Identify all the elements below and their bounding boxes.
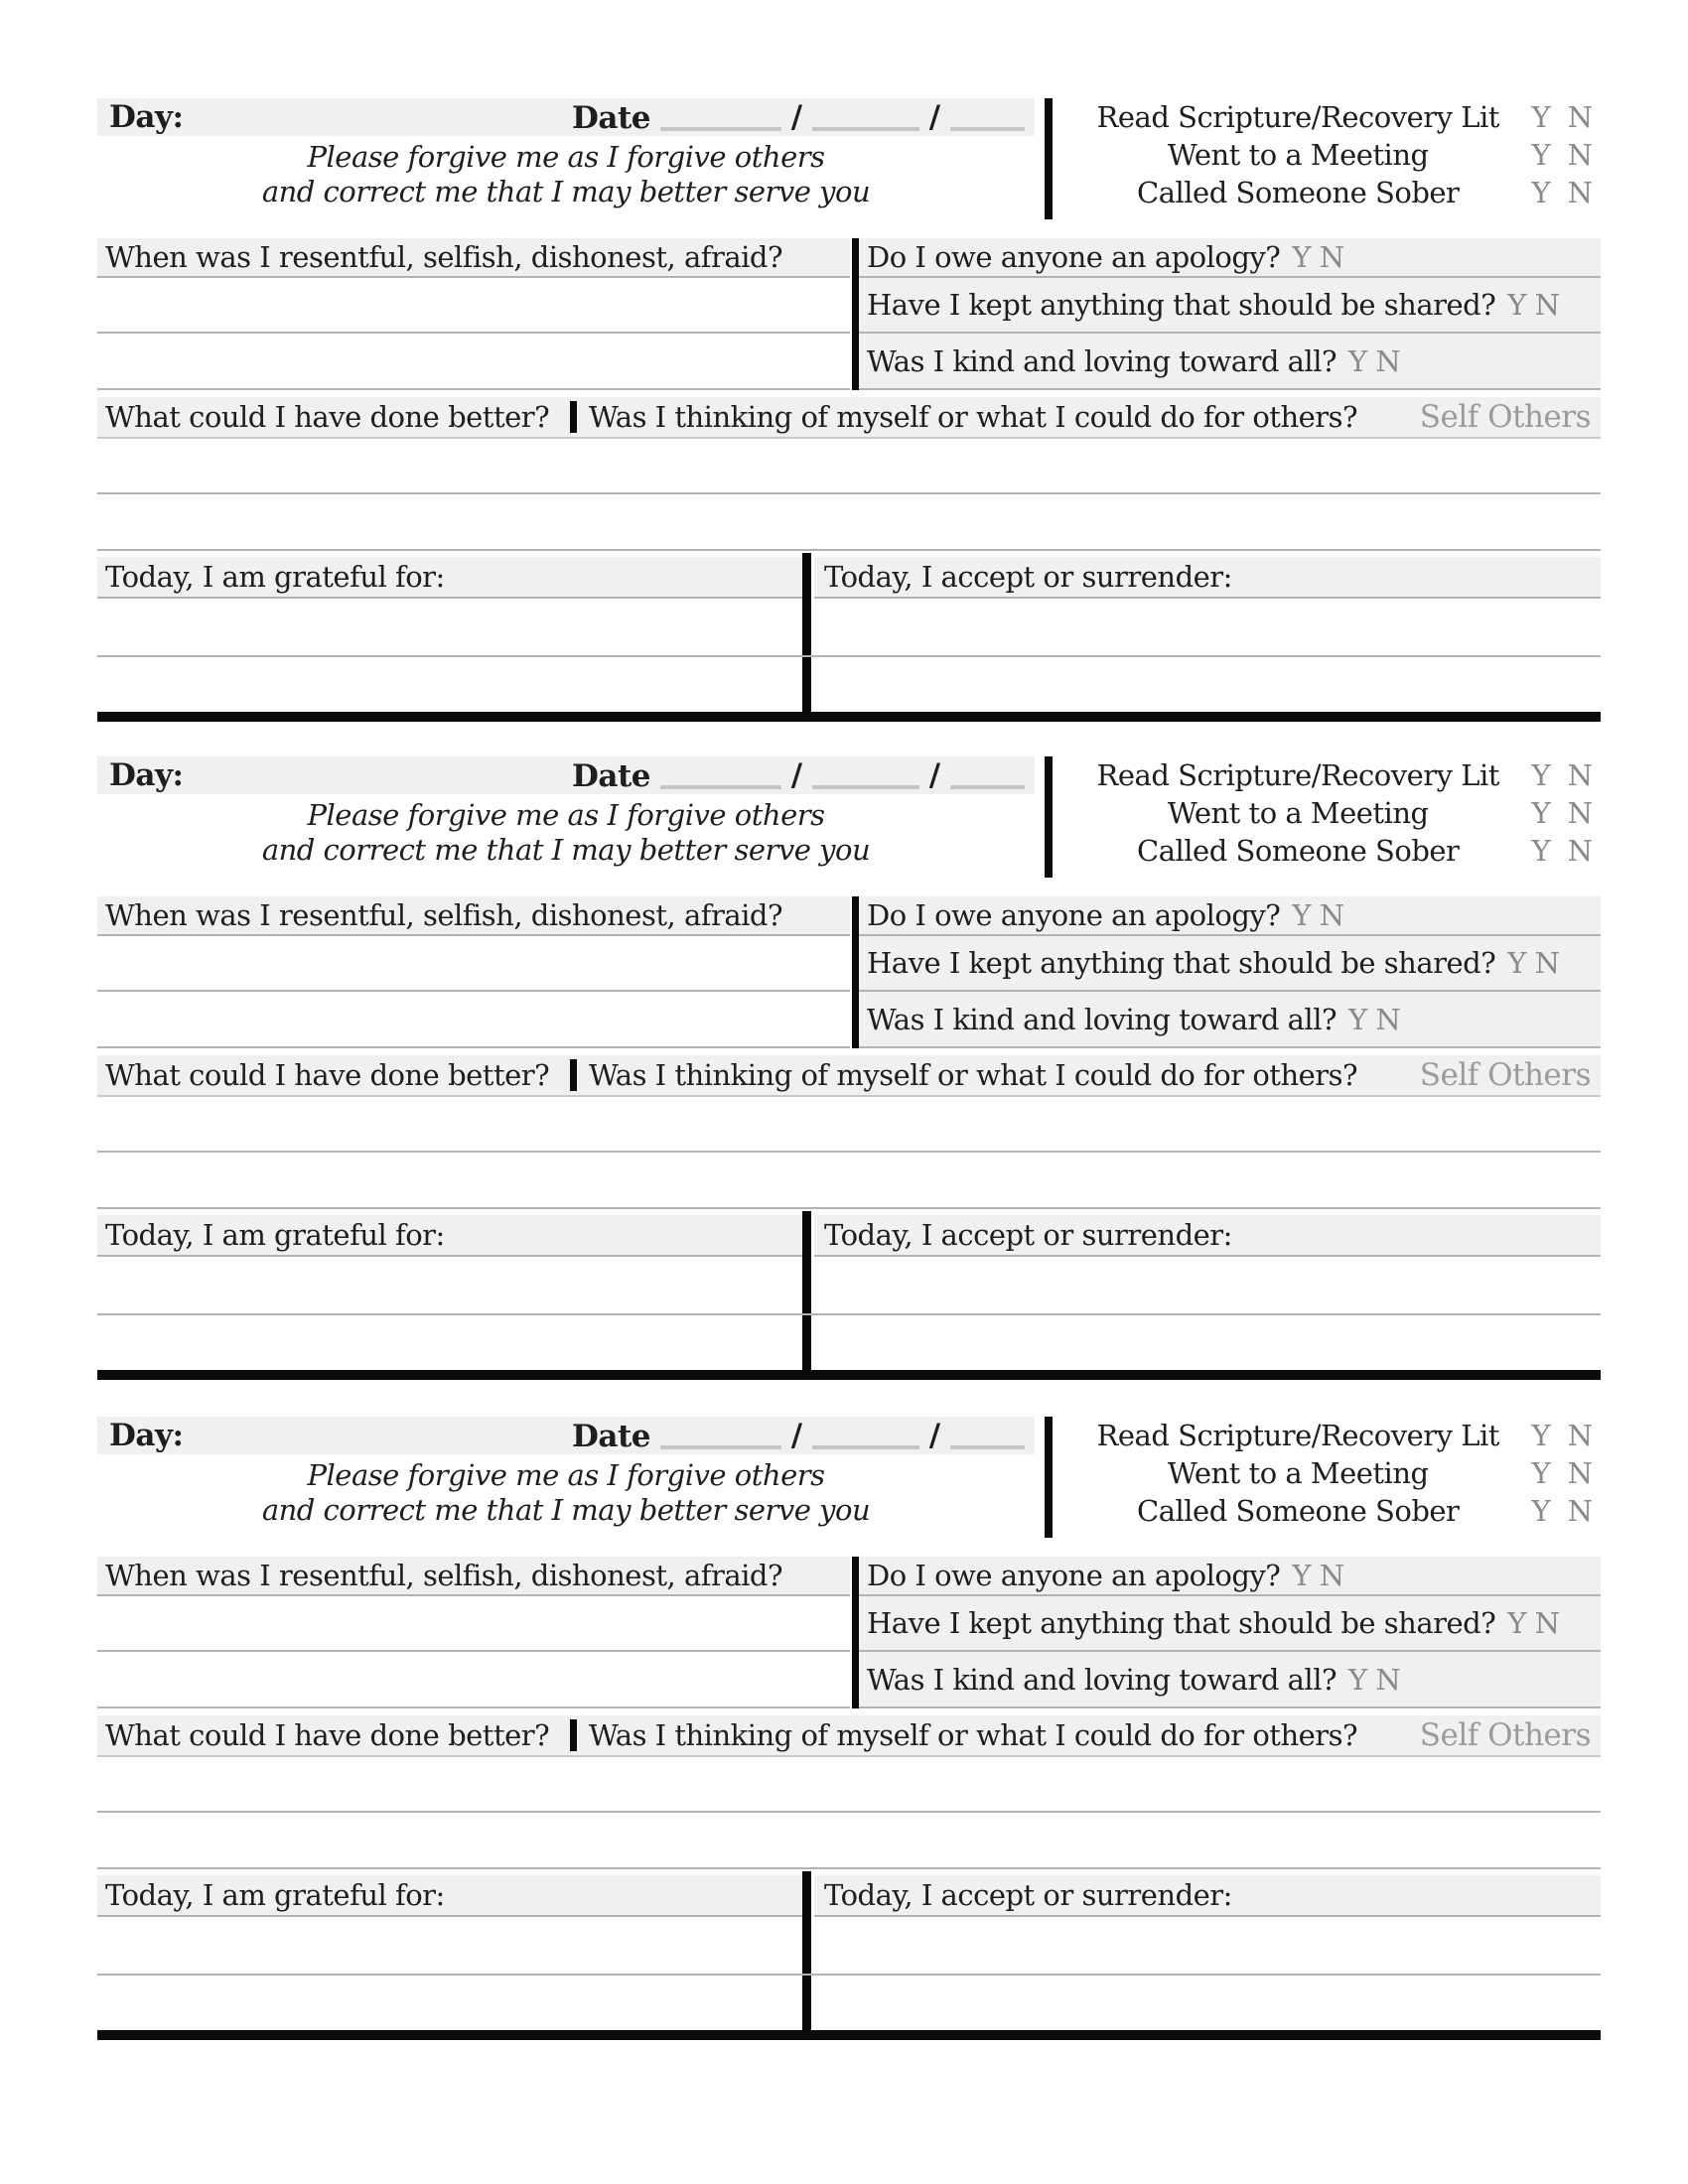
yes-no-options[interactable]: Y N <box>1507 1606 1560 1640</box>
yes-no-options <box>1531 796 1601 830</box>
checklist-item-label: Read Scripture/Recovery Lit <box>1096 100 1499 134</box>
day-date-header-row <box>97 756 1035 794</box>
better-divider-bar <box>570 1719 577 1751</box>
writing-line[interactable] <box>97 1811 1601 1813</box>
date-day-blank[interactable] <box>812 1420 919 1449</box>
thinking-question-label: Was I thinking of myself or what I could do for others? <box>589 1058 1358 1092</box>
day-label: Day: <box>109 757 184 793</box>
yes-no-options[interactable]: Y N <box>1292 240 1344 274</box>
section-divider-bar <box>97 1370 1601 1380</box>
self-others-options[interactable]: Self Others <box>1419 399 1591 435</box>
question-label: Do I owe anyone an apology? <box>867 1559 1281 1592</box>
date-year-blank[interactable] <box>950 1420 1025 1449</box>
self-check-questions <box>859 896 1601 1048</box>
checklist-row <box>1064 1417 1601 1454</box>
self-check-questions <box>859 1557 1601 1708</box>
yes-no-options[interactable]: Y N <box>1348 343 1401 378</box>
date-label: Date <box>572 1419 651 1454</box>
question-row <box>859 896 1601 936</box>
yes-no-options <box>1531 176 1601 209</box>
done-better-question-row <box>97 1055 1601 1097</box>
yes-no-options[interactable]: Y N <box>1507 946 1560 980</box>
surrender-header-row <box>814 557 1601 599</box>
yes-no-options <box>1531 1419 1601 1452</box>
checklist-row <box>1064 1454 1601 1492</box>
yes-option[interactable]: Y <box>1531 1419 1551 1452</box>
question-label: Was I kind and loving toward all? <box>867 1662 1337 1697</box>
surrender-label: Today, I accept or surrender: <box>824 560 1232 594</box>
yes-option[interactable]: Y <box>1531 758 1551 792</box>
writing-line[interactable] <box>97 1313 1601 1315</box>
done-better-question-label: What could I have done better? <box>105 1058 550 1092</box>
no-option[interactable]: N <box>1567 758 1593 792</box>
today-divider-bar <box>802 1871 811 2030</box>
thinking-question-label: Was I thinking of myself or what I could do for others? <box>589 1718 1358 1752</box>
prayer-text <box>97 798 1035 868</box>
daily-checklist <box>1064 98 1601 211</box>
grateful-label: Today, I am grateful for: <box>105 1878 445 1912</box>
day-label: Day: <box>109 99 184 135</box>
journal-entry <box>97 1417 1601 2075</box>
date-day-blank[interactable] <box>812 759 919 789</box>
question-label: Was I kind and loving toward all? <box>867 343 1337 378</box>
question-divider-bar <box>852 896 859 1048</box>
prayer-line-2: and correct me that I may better serve you <box>261 175 871 208</box>
no-option[interactable]: N <box>1567 1456 1593 1490</box>
yes-no-options[interactable]: Y N <box>1292 1559 1344 1592</box>
date-separator: / <box>928 1418 941 1453</box>
yes-no-options[interactable]: Y N <box>1292 898 1344 932</box>
writing-line[interactable] <box>97 990 850 992</box>
checklist-row <box>1064 1492 1601 1530</box>
no-option[interactable]: N <box>1567 834 1593 868</box>
resentful-question-label: When was I resentful, selfish, dishonest, afraid? <box>105 898 783 932</box>
date-separator: / <box>790 1418 803 1453</box>
surrender-header-row <box>814 1215 1601 1257</box>
prayer-line-1: Please forgive me as I forgive others <box>307 798 825 832</box>
checklist-divider-bar <box>1045 756 1053 878</box>
no-option[interactable]: N <box>1567 796 1593 830</box>
section-divider-bar <box>97 2030 1601 2040</box>
resentful-question-label: When was I resentful, selfish, dishonest, afraid? <box>105 240 783 274</box>
prayer-line-1: Please forgive me as I forgive others <box>307 140 825 174</box>
checklist-item-label: Called Someone Sober <box>1137 834 1460 868</box>
checklist-item-label: Went to a Meeting <box>1167 1456 1429 1490</box>
question-label: Have I kept anything that should be shared? <box>867 946 1496 980</box>
writing-line[interactable] <box>97 332 850 334</box>
date-separator: / <box>790 99 803 135</box>
better-divider-bar <box>570 401 577 433</box>
writing-line[interactable] <box>97 492 1601 494</box>
date-month-blank[interactable] <box>660 759 781 789</box>
self-others-options[interactable]: Self Others <box>1419 1057 1591 1093</box>
yes-option[interactable]: Y <box>1531 796 1551 830</box>
thinking-question-label: Was I thinking of myself or what I could do for others? <box>589 400 1358 434</box>
grateful-label: Today, I am grateful for: <box>105 1218 445 1252</box>
yes-no-options <box>1531 758 1601 792</box>
prayer-line-1: Please forgive me as I forgive others <box>307 1458 825 1492</box>
resentful-question-header <box>97 1557 850 1596</box>
yes-no-options <box>1531 100 1601 134</box>
date-separator: / <box>928 99 941 135</box>
yes-option[interactable]: Y <box>1531 1456 1551 1490</box>
writing-line[interactable] <box>97 549 1601 551</box>
date-year-blank[interactable] <box>950 101 1025 131</box>
question-label: Have I kept anything that should be shared? <box>867 1606 1496 1640</box>
checklist-row <box>1064 756 1601 794</box>
day-label: Day: <box>109 1418 184 1453</box>
question-label: Was I kind and loving toward all? <box>867 1002 1337 1036</box>
yes-no-options[interactable]: Y N <box>1507 288 1560 322</box>
yes-option[interactable]: Y <box>1531 100 1551 134</box>
done-better-question-label: What could I have done better? <box>105 1718 550 1752</box>
yes-option[interactable]: Y <box>1531 834 1551 868</box>
surrender-label: Today, I accept or surrender: <box>824 1878 1232 1912</box>
grateful-header-row <box>97 1875 802 1917</box>
question-row <box>859 334 1601 390</box>
checklist-item-label: Read Scripture/Recovery Lit <box>1096 1419 1499 1452</box>
no-option[interactable]: N <box>1567 100 1593 134</box>
prayer-line-2: and correct me that I may better serve you <box>261 833 871 867</box>
checklist-row <box>1064 98 1601 136</box>
question-label: Have I kept anything that should be shared? <box>867 288 1496 322</box>
grateful-header-row <box>97 1215 802 1257</box>
checklist-row <box>1064 174 1601 211</box>
no-option[interactable]: N <box>1567 176 1593 209</box>
writing-line[interactable] <box>97 1046 850 1048</box>
writing-line[interactable] <box>97 388 850 390</box>
question-row <box>859 992 1601 1048</box>
checklist-divider-bar <box>1045 98 1053 219</box>
no-option[interactable]: N <box>1567 1494 1593 1528</box>
question-label: Do I owe anyone an apology? <box>867 898 1281 932</box>
date-month-blank[interactable] <box>660 101 781 131</box>
prayer-text <box>97 140 1035 209</box>
checklist-item-label: Read Scripture/Recovery Lit <box>1096 758 1499 792</box>
yes-no-options[interactable]: Y N <box>1348 1662 1401 1697</box>
section-divider-bar <box>97 712 1601 722</box>
question-divider-bar <box>852 238 859 390</box>
date-label: Date <box>572 758 651 794</box>
date-month-blank[interactable] <box>660 1420 781 1449</box>
date-field-group <box>572 756 1025 794</box>
grateful-label: Today, I am grateful for: <box>105 560 445 594</box>
writing-line[interactable] <box>97 1650 850 1652</box>
question-row <box>859 1557 1601 1596</box>
better-divider-bar <box>570 1059 577 1091</box>
question-row <box>859 1652 1601 1708</box>
surrender-header-row <box>814 1875 1601 1917</box>
grateful-header-row <box>97 557 802 599</box>
self-check-questions <box>859 238 1601 390</box>
date-field-group <box>572 1417 1025 1454</box>
journal-entry <box>97 756 1601 1415</box>
question-row <box>859 238 1601 278</box>
daily-checklist <box>1064 1417 1601 1530</box>
day-date-header-row <box>97 1417 1035 1454</box>
checklist-item-label: Went to a Meeting <box>1167 138 1429 172</box>
checklist-item-label: Called Someone Sober <box>1137 176 1460 209</box>
writing-line[interactable] <box>97 1974 1601 1976</box>
checklist-row <box>1064 136 1601 174</box>
today-divider-bar <box>802 1211 811 1370</box>
yes-no-options <box>1531 834 1601 868</box>
daily-checklist <box>1064 756 1601 870</box>
yes-option[interactable]: Y <box>1531 138 1551 172</box>
date-field-group <box>572 98 1025 136</box>
question-row <box>859 278 1601 334</box>
yes-no-options <box>1531 1494 1601 1528</box>
question-divider-bar <box>852 1557 859 1708</box>
yes-option[interactable]: Y <box>1531 1494 1551 1528</box>
checklist-divider-bar <box>1045 1417 1053 1538</box>
today-divider-bar <box>802 553 811 712</box>
done-better-question-row <box>97 397 1601 439</box>
self-others-options[interactable]: Self Others <box>1419 1717 1591 1753</box>
date-separator: / <box>790 757 803 793</box>
checklist-item-label: Called Someone Sober <box>1137 1494 1460 1528</box>
prayer-line-2: and correct me that I may better serve you <box>261 1493 871 1527</box>
writing-line[interactable] <box>97 1867 1601 1869</box>
date-year-blank[interactable] <box>950 759 1025 789</box>
writing-line[interactable] <box>97 1151 1601 1153</box>
surrender-label: Today, I accept or surrender: <box>824 1218 1232 1252</box>
checklist-row <box>1064 832 1601 870</box>
date-label: Date <box>572 100 651 136</box>
done-better-question-label: What could I have done better? <box>105 400 550 434</box>
resentful-question-header <box>97 238 850 278</box>
question-row <box>859 1596 1601 1652</box>
checklist-row <box>1064 794 1601 832</box>
writing-line[interactable] <box>97 1207 1601 1209</box>
yes-no-options <box>1531 1456 1601 1490</box>
yes-no-options <box>1531 138 1601 172</box>
writing-line[interactable] <box>97 1706 850 1708</box>
question-label: Do I owe anyone an apology? <box>867 240 1281 274</box>
resentful-question-header <box>97 896 850 936</box>
date-separator: / <box>928 757 941 793</box>
yes-no-options[interactable]: Y N <box>1348 1002 1401 1036</box>
resentful-question-label: When was I resentful, selfish, dishonest, afraid? <box>105 1559 783 1592</box>
writing-line[interactable] <box>97 655 1601 657</box>
done-better-question-row <box>97 1715 1601 1757</box>
journal-entry <box>97 98 1601 756</box>
checklist-item-label: Went to a Meeting <box>1167 796 1429 830</box>
day-date-header-row <box>97 98 1035 136</box>
no-option[interactable]: N <box>1567 138 1593 172</box>
prayer-text <box>97 1458 1035 1528</box>
date-day-blank[interactable] <box>812 101 919 131</box>
yes-option[interactable]: Y <box>1531 176 1551 209</box>
question-row <box>859 936 1601 992</box>
no-option[interactable]: N <box>1567 1419 1593 1452</box>
